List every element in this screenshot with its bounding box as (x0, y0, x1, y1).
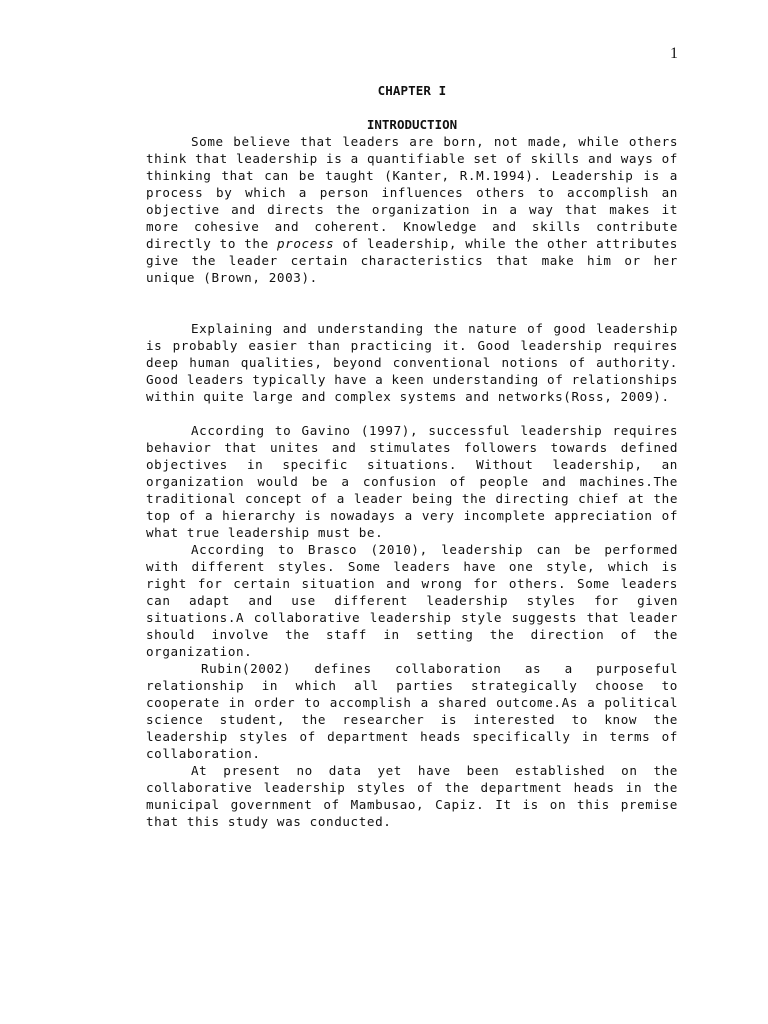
page-number: 1 (670, 45, 678, 62)
paragraph-1-text-start: Some believe that leaders are born, not made, while others think that leadership is a quantifiable set of skills and ways of thinking that can be taught (Kanter, R.M.1994). Leadership is a process by which a person influences others to accomplish an objective and directs the organization in a way that makes it more cohesive and coherent. Knowledge and skills contribute directly to the (146, 134, 678, 251)
paragraph-1-text-end: of leadership, while the other attributes give the leader certain characteristics that make him or her unique (Brown, 2003). (146, 236, 678, 285)
body-text (146, 133, 678, 830)
paragraph-2: Explaining and understanding the nature of good leadership is probably easier than practicing it. Good leadership requires deep human qualities, beyond conventional notions of authority. Good leaders typically have a keen understanding of relationships within quite large and complex systems and networks(Ross, 2009). (146, 321, 678, 404)
paragraph-1 (146, 133, 678, 286)
chapter-heading: CHAPTER I (377, 83, 447, 98)
paragraph-4: According to Brasco (2010), leadership can be performed with different styles. Some leaders have one style, which is right for certain situation and wrong for others. Some leaders can adapt and use different leadership styles for given situations.A collaborative leadership style suggests that leader should involve the staff in setting the direction of the organization. (146, 542, 678, 659)
paragraph-1-emphasis: process (276, 236, 335, 251)
paragraph-3: According to Gavino (1997), successful leadership requires behavior that unites and stimulates followers towards defined objectives in specific situations. Without leadership, an organization would be a confusion of people and machines.The traditional concept of a leader being the directing chief at the top of a hierarchy is nowadays a very incomplete appreciation of what true leadership must be. (146, 423, 678, 540)
paragraph-6: At present no data yet have been established on the collaborative leadership styles of the department heads in the municipal government of Mambusao, Capiz. It is on this premise that this study was conducted. (146, 763, 678, 829)
paragraph-5: Rubin(2002) defines collaboration as a purposeful relationship in which all parties strategically choose to cooperate in order to accomplish a shared outcome.As a political science student, the researcher is interested to know the leadership styles of department heads specifically in terms of collaboration. (146, 661, 678, 761)
section-heading: INTRODUCTION (366, 117, 458, 132)
paragraph-spacer (146, 405, 678, 422)
paragraph-spacer (146, 286, 678, 320)
